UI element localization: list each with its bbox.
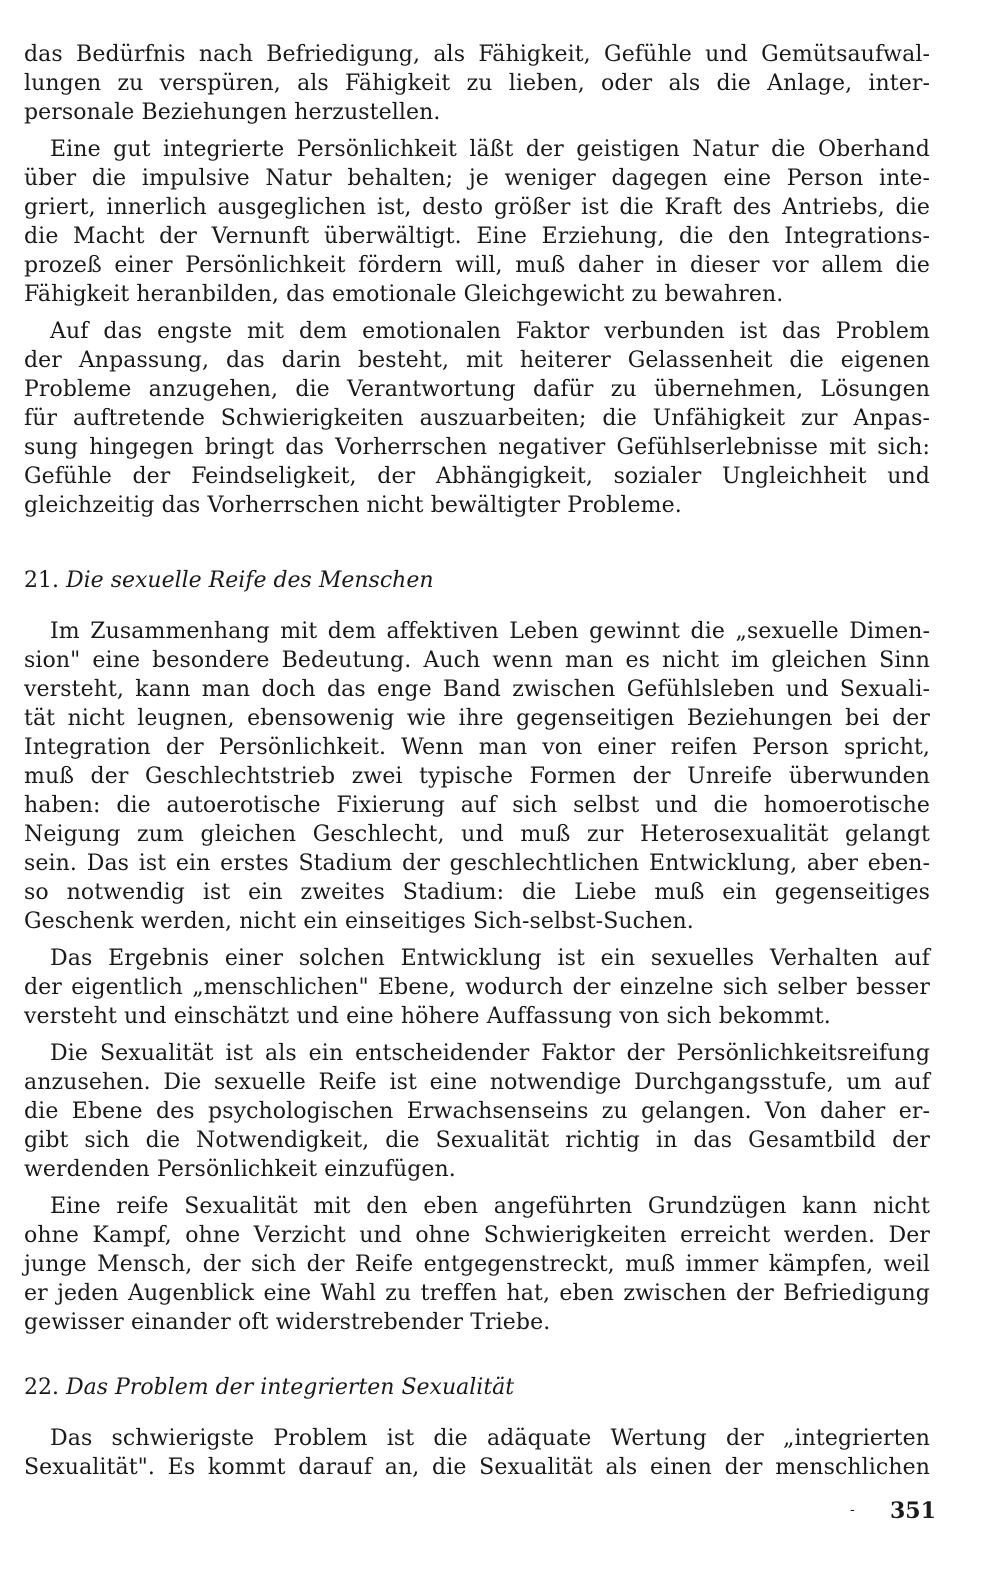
text-line: haben: die autoerotische Fixierung auf sich selbst und die homoerotische (24, 793, 930, 818)
text-line: die Macht der Vernunft überwältigt. Eine Erziehung, die den Integrations- (24, 224, 930, 249)
section-heading-21 (24, 566, 930, 595)
text-line: anzusehen. Die sexuelle Reife ist eine notwendige Durchgangsstufe, um auf (24, 1070, 930, 1095)
section-title: Die sexuelle Reife des Menschen (66, 568, 434, 593)
text-line: Im Zusammenhang mit dem affektiven Leben gewinnt die „sexuelle Dimen- (50, 619, 930, 644)
section-title: Das Problem der integrierten Sexualität (66, 1375, 515, 1400)
text-line: griert, innerlich ausgeglichen ist, desto größer ist die Kraft des Antriebs, die (24, 195, 930, 220)
text-line: Eine reife Sexualität mit den eben angeführten Grundzügen kann nicht (50, 1194, 930, 1219)
text-line: der Anpassung, das darin besteht, mit heiterer Gelassenheit die eigenen (24, 348, 930, 373)
text-line: Fähigkeit heranbilden, das emotionale Gleichgewicht zu bewahren. (24, 282, 784, 307)
text-line: Integration der Persönlichkeit. Wenn man von einer reifen Person spricht, (24, 735, 930, 760)
text-line: Das schwierigste Problem ist die adäquate Wertung der „integrierten (50, 1426, 930, 1451)
text-line: Auf das engste mit dem emotionalen Faktor verbunden ist das Problem (50, 319, 930, 344)
text-line: tät nicht leugnen, ebensowenig wie ihre gegenseitigen Beziehungen bei der (24, 706, 930, 731)
text-line: Gefühle der Feindseligkeit, der Abhängigkeit, sozialer Ungleichheit und (24, 464, 930, 489)
text-line: das Bedürfnis nach Befriedigung, als Fähigkeit, Gefühle und Gemütsaufwal- (24, 42, 930, 67)
text-line: Eine gut integrierte Persönlichkeit läßt der geistigen Natur die Oberhand (50, 137, 930, 162)
text-line: Die Sexualität ist als ein entscheidender Faktor der Persönlichkeitsreifung (50, 1041, 930, 1066)
page-number: 351 (890, 1498, 936, 1524)
text-line: muß der Geschlechtstrieb zwei typische Formen der Unreife überwunden (24, 764, 930, 789)
text-line: er jeden Augenblick eine Wahl zu treffen hat, eben zwischen der Befriedigung (24, 1281, 930, 1306)
text-line: Das Ergebnis einer solchen Entwicklung ist ein sexuelles Verhalten auf (50, 946, 930, 971)
paragraph-21-2 (24, 944, 930, 1031)
text-line: gleichzeitig das Vorherrschen nicht bewältigter Probleme. (24, 493, 682, 518)
text-line: versteht, kann man doch das enge Band zwischen Gefühlsleben und Sexuali- (24, 677, 930, 702)
paragraph-21-3 (24, 1039, 930, 1184)
text-line: personale Beziehungen herzustellen. (24, 100, 441, 125)
paragraph-21-1 (24, 617, 930, 936)
text-line: sion" eine besondere Bedeutung. Auch wenn man es nicht im gleichen Sinn (24, 648, 930, 673)
text-line: Probleme anzugehen, die Verantwortung dafür zu übernehmen, Lösungen (24, 377, 930, 402)
text-line: Neigung zum gleichen Geschlecht, und muß zur Heterosexualität gelangt (24, 822, 930, 847)
section-number: 22. (24, 1375, 59, 1400)
text-line: über die impulsive Natur behalten; je weniger dagegen eine Person inte- (24, 166, 930, 191)
text-line: so notwendig ist ein zweites Stadium: die Liebe muß ein gegenseitiges (24, 880, 930, 905)
text-line: der eigentlich „menschlichen" Ebene, wodurch der einzelne sich selber besser (24, 975, 930, 1000)
paragraph-top-1 (24, 40, 930, 127)
text-line: lungen zu verspüren, als Fähigkeit zu lieben, oder als die Anlage, inter- (24, 71, 930, 96)
paragraph-top-2 (24, 135, 930, 309)
margin-mark: - (850, 1502, 855, 1518)
text-line: gibt sich die Notwendigkeit, die Sexualität richtig in das Gesamtbild der (24, 1128, 930, 1153)
section-heading-22 (24, 1373, 930, 1402)
text-line: versteht und einschätzt und eine höhere Auffassung von sich bekommt. (24, 1004, 831, 1029)
text-line: Sexualität". Es kommt darauf an, die Sexualität als einen der menschlichen (24, 1455, 930, 1480)
text-line: für auftretende Schwierigkeiten auszuarbeiten; die Unfähigkeit zur Anpas- (24, 406, 930, 431)
section-number: 21. (24, 568, 59, 593)
text-line: ohne Kampf, ohne Verzicht und ohne Schwierigkeiten erreicht werden. Der (24, 1223, 930, 1248)
text-line: sung hingegen bringt das Vorherrschen negativer Gefühlserlebnisse mit sich: (24, 435, 930, 460)
paragraph-21-4 (24, 1192, 930, 1337)
text-line: Geschenk werden, nicht ein einseitiges Sich-selbst-Suchen. (24, 909, 694, 934)
paragraph-top-3 (24, 317, 930, 520)
text-line: sein. Das ist ein erstes Stadium der geschlechtlichen Entwicklung, aber eben- (24, 851, 930, 876)
text-line: gewisser einander oft widerstrebender Triebe. (24, 1310, 551, 1335)
text-line: junge Mensch, der sich der Reife entgegenstreckt, muß immer kämpfen, weil (24, 1252, 930, 1277)
page-body (24, 40, 930, 1490)
text-line: prozeß einer Persönlichkeit fördern will, muß daher in dieser vor allem die (24, 253, 930, 278)
text-line: die Ebene des psychologischen Erwachsenseins zu gelangen. Von daher er- (24, 1099, 930, 1124)
text-line: werdenden Persönlichkeit einzufügen. (24, 1157, 456, 1182)
paragraph-22-1 (24, 1424, 930, 1482)
